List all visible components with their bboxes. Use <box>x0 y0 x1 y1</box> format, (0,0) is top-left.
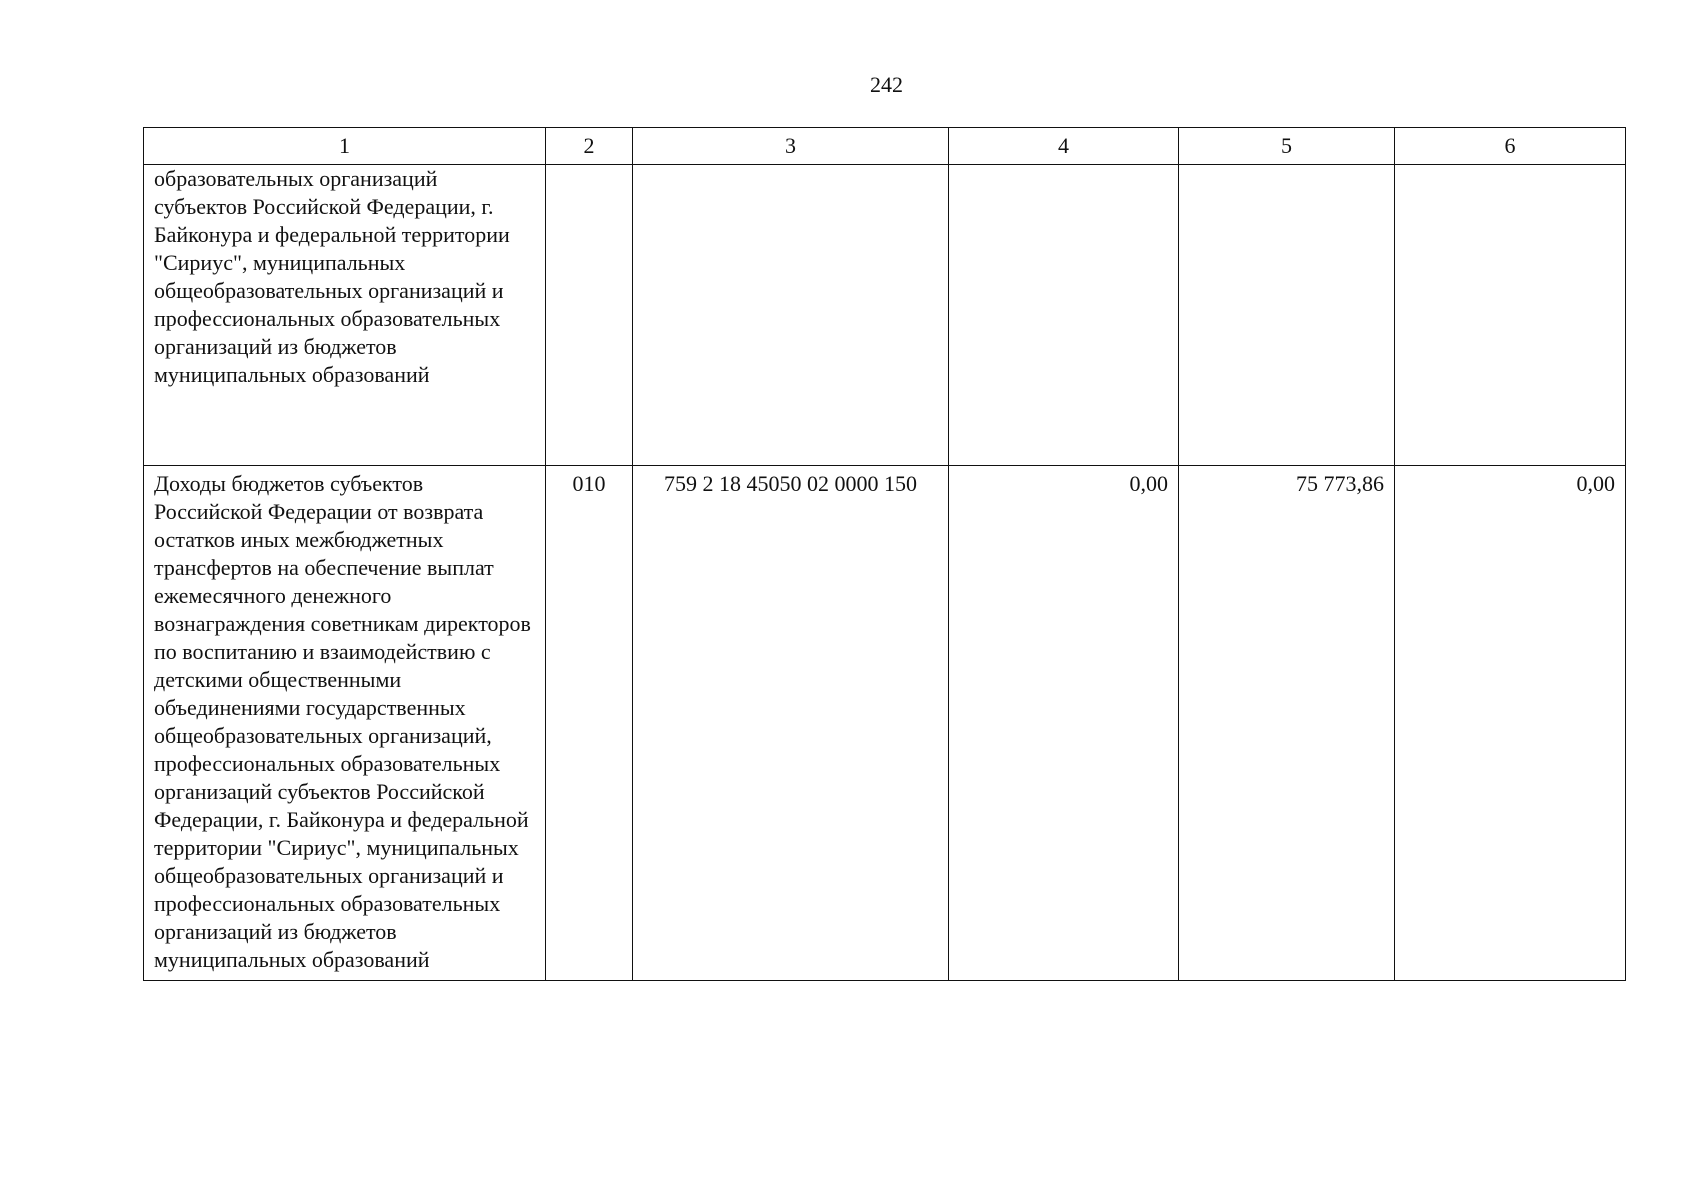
row-amount-col6 <box>1395 165 1626 466</box>
table-row <box>144 165 1626 466</box>
page-number: 242 <box>870 72 903 97</box>
row-amount-col5: 75 773,86 <box>1179 466 1395 981</box>
row-budget-code: 759 2 18 45050 02 0000 150 <box>633 466 949 981</box>
row-description: Доходы бюджетов субъектов Российской Федерации от возврата остатков иных межбюджетных трансфертов на обеспечение выплат ежемесячного денежного вознаграждения советникам директоров по воспитанию и взаимодействию с детскими общественными объединениями государственных общеобразовательных организаций, профессиональных образовательных организаций субъектов Российской Федерации, г. Байконура и федеральной территории "Сириус", муниципальных общеобразовательных организаций и профессиональных образовательных организаций из бюджетов муниципальных образований <box>144 466 546 981</box>
column-header-4: 4 <box>949 128 1179 165</box>
row-amount-col5 <box>1179 165 1395 466</box>
column-header-6: 6 <box>1395 128 1626 165</box>
row-amount-col4: 0,00 <box>949 466 1179 981</box>
column-header-5: 5 <box>1179 128 1395 165</box>
budget-table <box>143 127 1626 981</box>
row-description: образовательных организаций субъектов Российской Федерации, г. Байконура и федеральной территории "Сириус", муниципальных общеобразовательных организаций и профессиональных образовательных организаций из бюджетов муниципальных образований <box>144 165 546 466</box>
row-line-code <box>546 165 633 466</box>
table-header-row <box>144 128 1626 165</box>
row-budget-code <box>633 165 949 466</box>
row-amount-col4 <box>949 165 1179 466</box>
table-row <box>144 466 1626 981</box>
column-header-3: 3 <box>633 128 949 165</box>
row-amount-col6: 0,00 <box>1395 466 1626 981</box>
row-line-code: 010 <box>546 466 633 981</box>
column-header-2: 2 <box>546 128 633 165</box>
column-header-1: 1 <box>144 128 546 165</box>
